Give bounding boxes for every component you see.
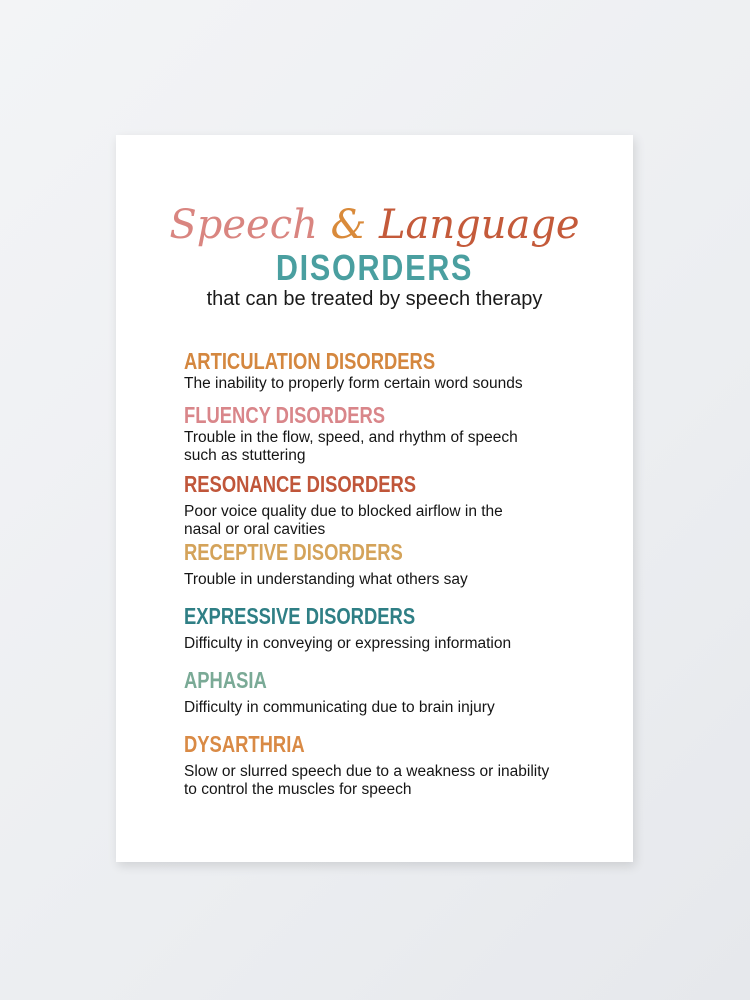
tagline: that can be treated by speech therapy	[206, 288, 543, 310]
title-speech: Speech	[169, 202, 318, 248]
desc-line: Trouble in understanding what others say	[184, 571, 468, 588]
poster	[116, 135, 633, 862]
desc-fluency	[184, 429, 518, 465]
desc-line: Difficulty in communicating due to brain injury	[184, 699, 495, 716]
poster-title	[116, 201, 633, 249]
desc-receptive	[184, 571, 468, 589]
desc-articulation	[184, 375, 523, 393]
desc-resonance	[184, 503, 503, 539]
desc-line: The inability to properly form certain word sounds	[184, 375, 523, 392]
desc-dysarthria	[184, 763, 549, 799]
desc-line: Poor voice quality due to blocked airflow in the	[184, 503, 503, 520]
heading-aphasia: APHASIA	[184, 667, 267, 693]
heading-receptive: RECEPTIVE DISORDERS	[184, 539, 403, 565]
heading-dysarthria: DYSARTHRIA	[184, 731, 305, 757]
title-ampersand: &	[330, 202, 367, 248]
title-language: Language	[378, 202, 580, 248]
desc-line: Trouble in the flow, speed, and rhythm of speech	[184, 429, 518, 446]
heading-articulation: ARTICULATION DISORDERS	[184, 348, 436, 374]
title-disorders: DISORDERS	[275, 247, 474, 288]
heading-resonance: RESONANCE DISORDERS	[184, 471, 417, 497]
desc-aphasia	[184, 699, 495, 717]
desc-line: to control the muscles for speech	[184, 781, 412, 798]
desc-line: such as stuttering	[184, 447, 306, 464]
heading-expressive: EXPRESSIVE DISORDERS	[184, 603, 416, 629]
desc-expressive	[184, 635, 511, 653]
desc-line: Slow or slurred speech due to a weakness or inability	[184, 763, 550, 780]
desc-line: Difficulty in conveying or expressing information	[184, 635, 512, 652]
heading-fluency: FLUENCY DISORDERS	[184, 402, 386, 428]
desc-line: nasal or oral cavities	[184, 521, 326, 538]
